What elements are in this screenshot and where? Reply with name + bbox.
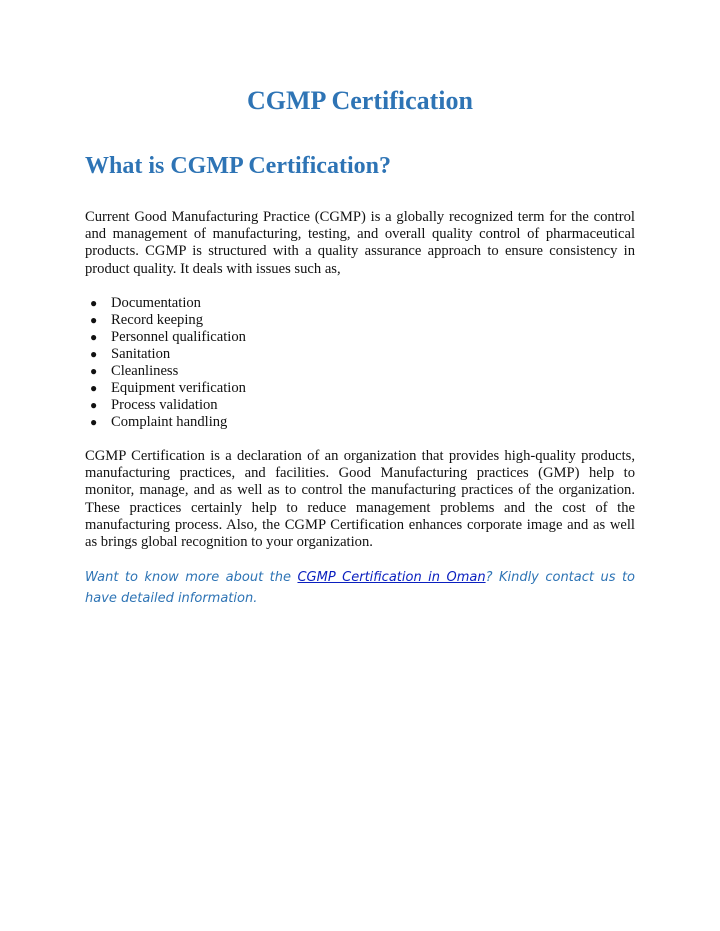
list-item bbox=[85, 295, 246, 312]
section-heading: What is CGMP Certification? bbox=[85, 153, 391, 179]
cta-text-after: ? Kindly contact us to have detailed information. bbox=[85, 570, 635, 606]
list-item bbox=[85, 397, 246, 414]
list-item bbox=[85, 380, 246, 397]
bullet-icon: ● bbox=[90, 347, 98, 361]
list-item bbox=[85, 414, 246, 431]
list-item bbox=[85, 312, 246, 329]
body-paragraph: CGMP Certification is a declaration of an organization that provides high-quality products, manufacturing practices, and facilities. Good Manufacturing practices (GMP) help to monitor, manage, and as well as to control the manufacturing practices of the organization. These practices certainly help to reduce management problems and the cost of the manufacturing process. Also, the CGMP Certification enhances corporate image and as well as brings global recognition to your organization. bbox=[85, 448, 635, 551]
issues-list bbox=[85, 295, 246, 431]
bullet-icon: ● bbox=[90, 398, 98, 412]
bullet-icon: ● bbox=[90, 330, 98, 344]
list-item-label: Cleanliness bbox=[111, 363, 179, 379]
list-item bbox=[85, 363, 246, 380]
bullet-icon: ● bbox=[90, 415, 98, 429]
bullet-icon: ● bbox=[90, 296, 98, 310]
list-item-label: Process validation bbox=[111, 397, 218, 413]
list-item-label: Equipment verification bbox=[111, 380, 246, 396]
list-item-label: Record keeping bbox=[111, 312, 203, 328]
call-to-action bbox=[85, 567, 635, 609]
list-item-label: Documentation bbox=[111, 295, 201, 311]
bullet-icon: ● bbox=[90, 313, 98, 327]
bullet-icon: ● bbox=[90, 364, 98, 378]
list-item-label: Personnel qualification bbox=[111, 329, 246, 345]
bullet-icon: ● bbox=[90, 381, 98, 395]
cta-text-before: Want to know more about the bbox=[85, 570, 298, 585]
list-item-label: Complaint handling bbox=[111, 414, 228, 430]
page-title: CGMP Certification bbox=[247, 86, 473, 115]
list-item bbox=[85, 346, 246, 363]
intro-paragraph: Current Good Manufacturing Practice (CGMP) is a globally recognized term for the control and management of manufacturing, testing, and overall quality control of pharmaceutical products. CGMP is structured with a quality assurance approach to ensure consistency in product quality. It deals with issues such as, bbox=[85, 209, 635, 277]
cgmp-oman-link[interactable]: CGMP Certification in Oman bbox=[297, 570, 486, 585]
list-item-label: Sanitation bbox=[111, 346, 171, 362]
list-item bbox=[85, 329, 246, 346]
